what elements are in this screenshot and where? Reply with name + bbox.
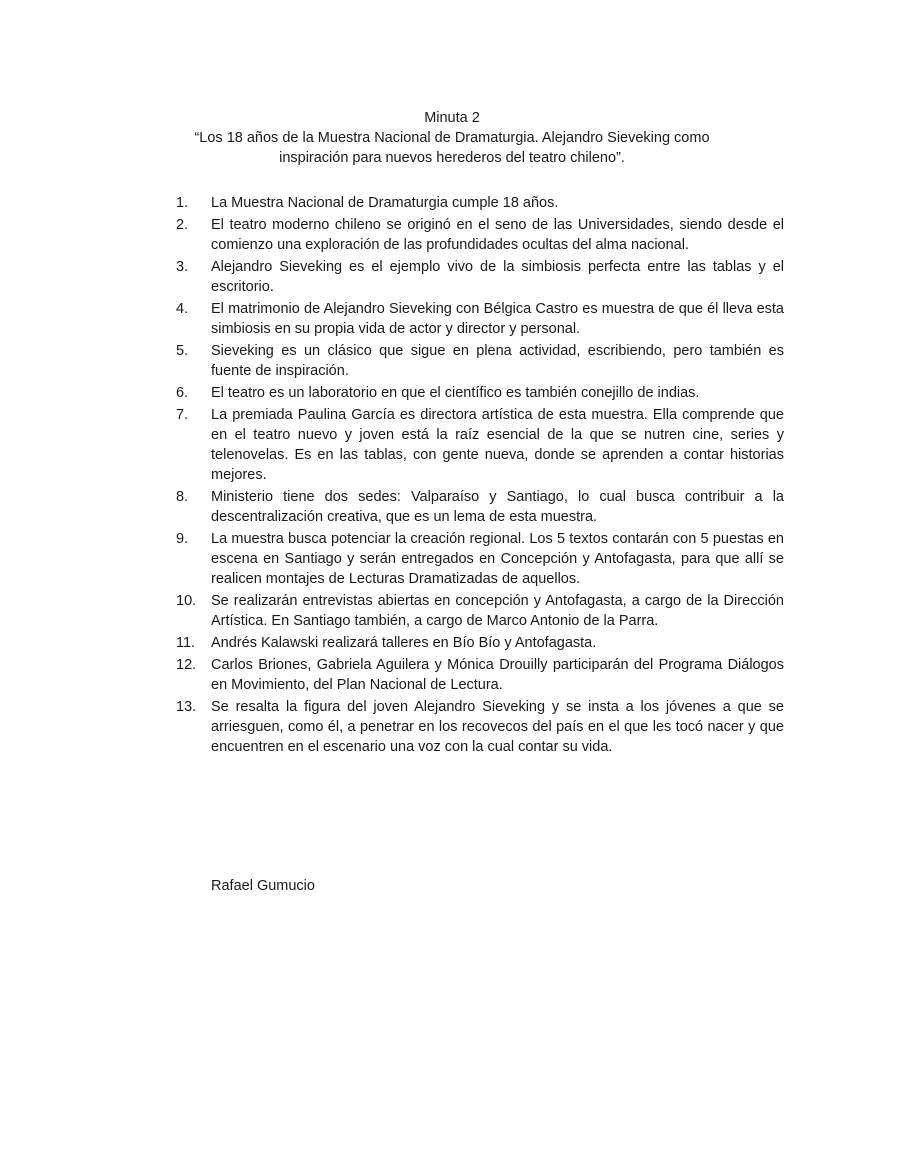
list-item [176,215,784,255]
document-subtitle-line-2: inspiración para nuevos herederos del teatro chileno”. [279,150,625,166]
item-number: 1. [176,195,189,211]
list-item [176,591,784,631]
item-text: Se resalta la figura del joven Alejandro Sieveking y se insta a los jóvenes a que se arriesguen, como él, a penetrar en los recovecos del país en el que les tocó nacer y que encuentren en el escenario una voz con la cual contar su vida. [211,699,784,755]
item-number: 5. [176,343,189,359]
item-number: 10. [176,593,197,609]
item-text: La premiada Paulina García es directora artística de esta muestra. Ella comprende que en el teatro nuevo y joven está la raíz esencial de la que se nutren cine, series y telenovelas. Es en las tablas, con gente nueva, donde se aprenden a contar historias mejores. [211,407,784,483]
list-item [176,193,784,213]
item-text: El teatro es un laboratorio en que el científico es también conejillo de indias. [211,385,700,401]
list-item [176,655,784,695]
item-number: 4. [176,301,189,317]
list-item [176,487,784,527]
item-text: La Muestra Nacional de Dramaturgia cumple 18 años. [211,195,559,211]
item-text: El teatro moderno chileno se originó en el seno de las Universidades, siendo desde el comienzo una exploración de las profundidades ocultas del alma nacional. [211,217,784,253]
list-item [176,341,784,381]
minutes-list [176,193,784,759]
item-number: 8. [176,489,189,505]
item-text: Andrés Kalawski realizará talleres en Bío Bío y Antofagasta. [211,635,597,651]
item-number: 2. [176,217,189,233]
item-number: 7. [176,407,189,423]
item-number: 13. [176,699,197,715]
item-number: 12. [176,657,197,673]
document-header [150,108,754,168]
list-item [176,383,784,403]
item-number: 6. [176,385,189,401]
list-item [176,405,784,485]
item-number: 9. [176,531,189,547]
list-item [176,299,784,339]
document-subtitle-line-1: “Los 18 años de la Muestra Nacional de Dramaturgia. Alejandro Sieveking como [194,130,710,146]
list-item [176,633,784,653]
list-item [176,697,784,757]
item-text: El matrimonio de Alejandro Sieveking con Bélgica Castro es muestra de que él lleva esta simbiosis en su propia vida de actor y director y personal. [211,301,784,337]
author-signature: Rafael Gumucio [211,878,315,894]
item-text: Sieveking es un clásico que sigue en plena actividad, escribiendo, pero también es fuente de inspiración. [211,343,784,379]
item-text: Carlos Briones, Gabriela Aguilera y Mónica Drouilly participarán del Programa Diálogos en Movimiento, del Plan Nacional de Lectura. [211,657,784,693]
item-text: Ministerio tiene dos sedes: Valparaíso y Santiago, lo cual busca contribuir a la descentralización creativa, que es un lema de esta muestra. [211,489,784,525]
item-number: 3. [176,259,189,275]
item-text: Alejandro Sieveking es el ejemplo vivo de la simbiosis perfecta entre las tablas y el escritorio. [211,259,784,295]
list-item [176,257,784,297]
document-title: Minuta 2 [424,110,480,126]
item-text: La muestra busca potenciar la creación regional. Los 5 textos contarán con 5 puestas en escena en Santiago y serán entregados en Concepción y Antofagasta, para que allí se realicen montajes de Lecturas Dramatizadas de aquellos. [211,531,784,587]
list-item [176,529,784,589]
item-text: Se realizarán entrevistas abiertas en concepción y Antofagasta, a cargo de la Dirección Artística. En Santiago también, a cargo de Marco Antonio de la Parra. [211,593,784,629]
item-number: 11. [176,635,196,651]
